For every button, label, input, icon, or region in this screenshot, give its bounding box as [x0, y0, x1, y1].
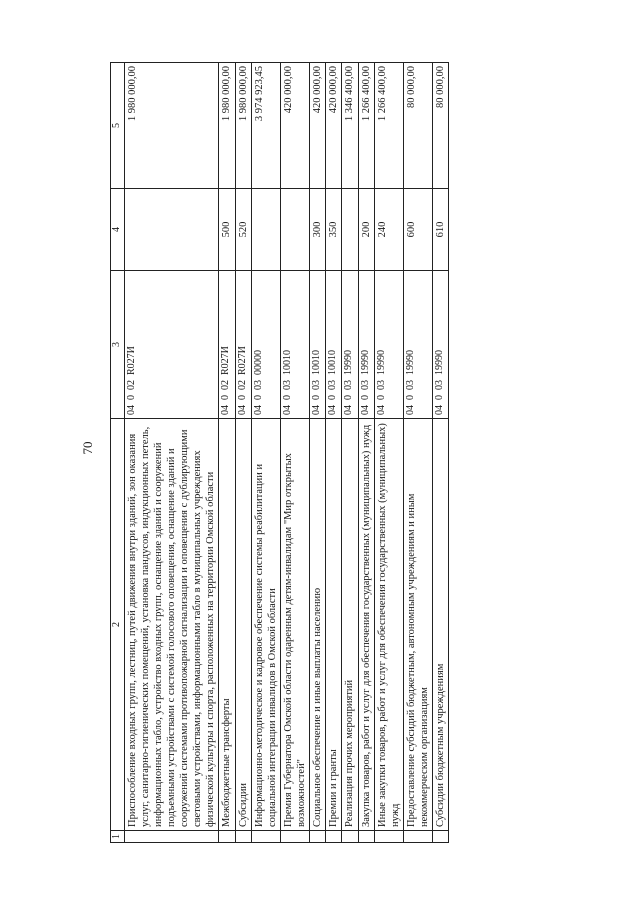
- rotated-table-container: [110, 63, 538, 843]
- table-row: [251, 63, 280, 843]
- row-name: Социальное обеспечение и иные выплаты населению: [312, 587, 324, 827]
- row-blank-cell: [124, 831, 219, 843]
- row-vr-cell: [433, 189, 449, 271]
- row-name: Предоставление субсидий бюджетным, автономным учреждениям и иным некоммерческим организациям: [405, 493, 430, 827]
- row-name: Межбюджетные трансферты: [221, 698, 233, 827]
- row-code-cell: [358, 271, 374, 419]
- row-vr-cell: [326, 189, 342, 271]
- row-name-cell: [124, 419, 219, 831]
- row-code: 04 0 03 19990: [343, 350, 355, 415]
- row-code-cell: [310, 271, 326, 419]
- row-vr: 520: [237, 221, 249, 238]
- row-blank-cell: [251, 831, 280, 843]
- row-name-cell: [326, 419, 342, 831]
- row-vr-cell: [342, 189, 358, 271]
- row-code: 04 0 03 19990: [359, 350, 371, 415]
- row-name-cell: [403, 419, 432, 831]
- row-amount-cell: [280, 63, 309, 189]
- row-amount: 420 000,00: [328, 66, 340, 114]
- row-amount: 1 266 400,00: [360, 66, 372, 122]
- row-code: 04 0 03 10010: [311, 350, 323, 415]
- budget-table: [110, 62, 449, 843]
- row-code-cell: [342, 271, 358, 419]
- row-amount: 1 980 000,00: [221, 66, 233, 122]
- row-code: 04 0 03 19990: [375, 350, 387, 415]
- table-row: [358, 63, 374, 843]
- row-blank-cell: [235, 831, 251, 843]
- row-code-cell: [403, 271, 432, 419]
- row-name: Субсидии бюджетным учреждениям: [435, 663, 447, 827]
- row-amount: 1 980 000,00: [237, 66, 249, 122]
- row-vr-cell: [251, 189, 280, 271]
- row-vr: 600: [405, 221, 417, 238]
- row-name-cell: [342, 419, 358, 831]
- row-vr: 240: [376, 221, 388, 238]
- table-row: [219, 63, 235, 843]
- row-code: 04 0 03 10010: [281, 350, 293, 415]
- row-name-cell: [251, 419, 280, 831]
- column-header: 1: [111, 831, 125, 843]
- row-amount-cell: [342, 63, 358, 189]
- row-vr: 300: [312, 221, 324, 238]
- row-amount: 1 980 000,00: [126, 66, 138, 122]
- row-blank-cell: [342, 831, 358, 843]
- row-vr-cell: [374, 189, 403, 271]
- row-amount-cell: [235, 63, 251, 189]
- row-code: 04 0 02 R027И: [220, 346, 232, 415]
- row-code-cell: [433, 271, 449, 419]
- row-vr-cell: [310, 189, 326, 271]
- row-name-cell: [280, 419, 309, 831]
- table-row: [433, 63, 449, 843]
- row-name: Субсидии: [237, 782, 249, 827]
- column-header: 5: [111, 63, 125, 189]
- row-name: Реализация прочих мероприятий: [344, 679, 356, 827]
- row-code: 04 0 02 R027И: [236, 346, 248, 415]
- table-row: [124, 63, 219, 843]
- row-blank-cell: [326, 831, 342, 843]
- row-name: Информационно-методическое и кадровое обеспечение системы реабилитации и социальной интеграции инвалидов в Омской области: [253, 463, 278, 827]
- row-name: Премия Губернатора Омской области одаренным детям-инвалидам "Мир открытых возможностей": [282, 453, 307, 827]
- row-amount-cell: [124, 63, 219, 189]
- row-code-cell: [124, 271, 219, 419]
- row-name: Закупка товаров, работ и услуг для обеспечения государственных (муниципальных) нужд: [360, 424, 372, 827]
- row-blank-cell: [280, 831, 309, 843]
- row-code-cell: [235, 271, 251, 419]
- table-row: [342, 63, 358, 843]
- table-row: [280, 63, 309, 843]
- row-amount-cell: [219, 63, 235, 189]
- row-name-cell: [219, 419, 235, 831]
- table-row: [310, 63, 326, 843]
- row-name-cell: [433, 419, 449, 831]
- row-amount-cell: [374, 63, 403, 189]
- row-amount: 1 346 400,00: [344, 66, 356, 122]
- row-vr-cell: [219, 189, 235, 271]
- row-amount-cell: [403, 63, 432, 189]
- row-code-cell: [219, 271, 235, 419]
- row-name: Иные закупки товаров, работ и услуг для обеспечения государственных (муниципальных) нужд: [376, 423, 401, 827]
- row-blank-cell: [374, 831, 403, 843]
- table-row: [235, 63, 251, 843]
- row-amount: 1 266 400,00: [376, 66, 388, 122]
- row-vr: 610: [435, 221, 447, 238]
- row-amount: 80 000,00: [435, 66, 447, 108]
- row-vr-cell: [358, 189, 374, 271]
- row-amount-cell: [358, 63, 374, 189]
- table-row: [326, 63, 342, 843]
- row-amount-cell: [326, 63, 342, 189]
- row-vr: 200: [360, 221, 372, 238]
- row-code: 04 0 03 10010: [327, 350, 339, 415]
- row-blank-cell: [358, 831, 374, 843]
- table-row: [403, 63, 432, 843]
- row-name-cell: [358, 419, 374, 831]
- column-header: 2: [111, 419, 125, 831]
- row-code-cell: [374, 271, 403, 419]
- row-blank-cell: [219, 831, 235, 843]
- column-header: 4: [111, 189, 125, 271]
- column-header: 3: [111, 271, 125, 419]
- row-vr-cell: [124, 189, 219, 271]
- row-vr: 350: [328, 221, 340, 238]
- row-blank-cell: [403, 831, 432, 843]
- row-name: Приспособление входных групп, лестниц, путей движения внутри зданий, зон оказания услуг, санитарно-гигиенических помещений, установка пандусов, индукционных петель, информационных табло, устройство входных групп, оснащение зданий и сооружений подъемными устройствами с системой голосового оповещения, оснащение зданий и сооружений системами противопожарной сигнализации и оповещения с дублирующими световыми устройствами, информационными табло в муниципальных учреждениях физической культуры и спорта, расположенных на территории Омской области: [126, 426, 217, 827]
- row-name: Премии и гранты: [328, 749, 340, 827]
- row-code: 04 0 02 R027И: [125, 346, 137, 415]
- row-vr-cell: [403, 189, 432, 271]
- row-code-cell: [280, 271, 309, 419]
- row-code-cell: [251, 271, 280, 419]
- table-row: [374, 63, 403, 843]
- row-amount: 420 000,00: [312, 66, 324, 114]
- table-header-row: [111, 63, 125, 843]
- page-number: 70: [80, 441, 95, 455]
- row-amount-cell: [251, 63, 280, 189]
- row-vr-cell: [235, 189, 251, 271]
- row-amount-cell: [310, 63, 326, 189]
- row-amount-cell: [433, 63, 449, 189]
- row-amount: 80 000,00: [405, 66, 417, 108]
- row-blank-cell: [310, 831, 326, 843]
- row-vr-cell: [280, 189, 309, 271]
- row-code: 04 0 03 00000: [252, 350, 264, 415]
- row-code: 04 0 03 19990: [404, 350, 416, 415]
- row-code: 04 0 03 19990: [434, 350, 446, 415]
- row-name-cell: [374, 419, 403, 831]
- row-amount: 3 974 923,45: [253, 66, 265, 122]
- row-vr: 500: [221, 221, 233, 238]
- row-name-cell: [310, 419, 326, 831]
- row-amount: 420 000,00: [282, 66, 294, 114]
- row-code-cell: [326, 271, 342, 419]
- row-blank-cell: [433, 831, 449, 843]
- row-name-cell: [235, 419, 251, 831]
